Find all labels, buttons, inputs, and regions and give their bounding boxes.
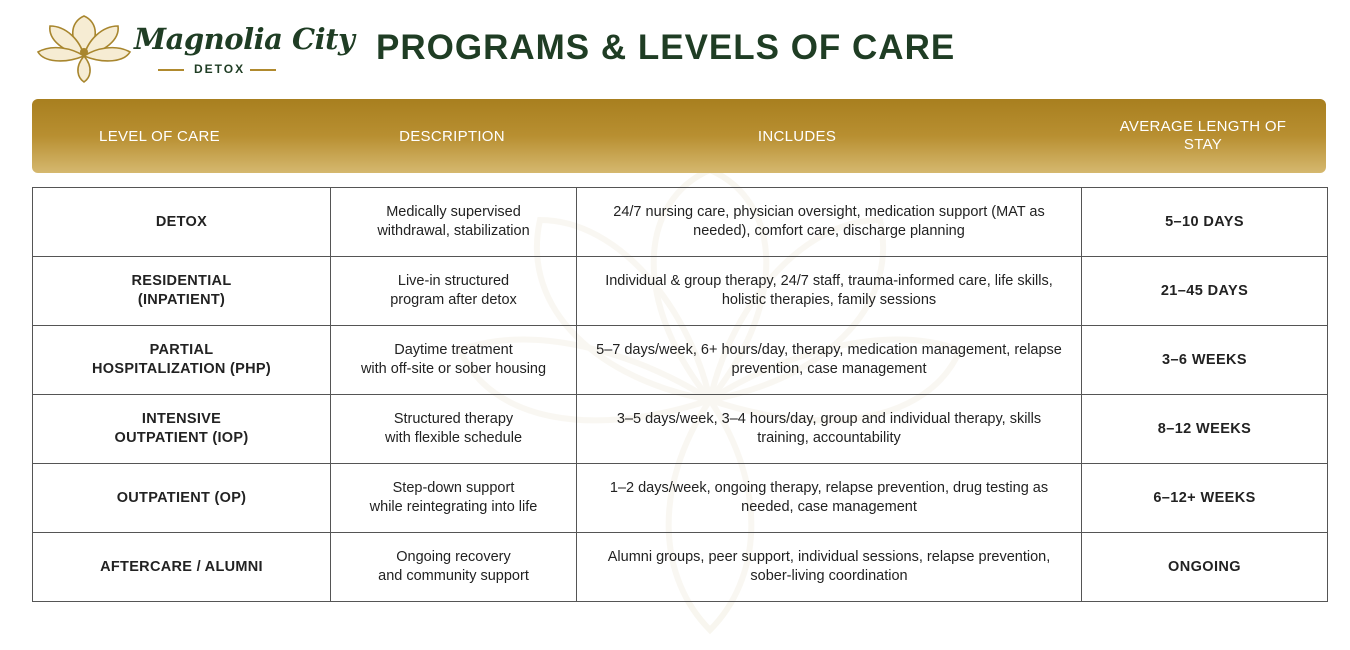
logo-divider (158, 69, 184, 71)
stay-cell: 6–12+ WEEKS (1082, 464, 1328, 533)
includes-cell: 3–5 days/week, 3–4 hours/day, group and individual therapy, skills training, accountability (577, 395, 1082, 464)
includes-cell: Individual & group therapy, 24/7 staff, trauma-informed care, life skills, holistic therapies, family sessions (577, 257, 1082, 326)
brand-logo[interactable] (34, 12, 355, 84)
description-cell: Medically supervised withdrawal, stabilization (331, 188, 577, 257)
stay-cell: 8–12 WEEKS (1082, 395, 1328, 464)
page-title: PROGRAMS & LEVELS OF CARE (376, 28, 956, 67)
description-cell: Live-in structured program after detox (331, 257, 577, 326)
stay-cell: 5–10 DAYS (1082, 188, 1328, 257)
table-row (33, 257, 1328, 326)
level-cell: AFTERCARE / ALUMNI (33, 533, 331, 602)
level-cell: PARTIAL HOSPITALIZATION (PHP) (33, 326, 331, 395)
table-row (33, 464, 1328, 533)
column-header-description: DESCRIPTION (399, 127, 505, 145)
description-cell: Daytime treatment with off-site or sober housing (331, 326, 577, 395)
column-header-includes: INCLUDES (757, 127, 837, 145)
column-header-stay: AVERAGE LENGTH OF STAY (1119, 118, 1287, 153)
includes-cell: 5–7 days/week, 6+ hours/day, therapy, medication management, relapse prevention, case management (577, 326, 1082, 395)
brand-name: Magnolia City (134, 22, 355, 56)
level-cell: RESIDENTIAL (INPATIENT) (33, 257, 331, 326)
includes-cell: 24/7 nursing care, physician oversight, medication support (MAT as needed), comfort care, discharge planning (577, 188, 1082, 257)
stay-cell: 21–45 DAYS (1082, 257, 1328, 326)
description-cell: Step-down support while reintegrating into life (331, 464, 577, 533)
description-cell: Ongoing recovery and community support (331, 533, 577, 602)
table-row (33, 395, 1328, 464)
table-row (33, 188, 1328, 257)
stay-cell: 3–6 WEEKS (1082, 326, 1328, 395)
table-row (33, 533, 1328, 602)
table-header (32, 99, 1326, 173)
includes-cell: 1–2 days/week, ongoing therapy, relapse prevention, drug testing as needed, case management (577, 464, 1082, 533)
level-cell: OUTPATIENT (OP) (33, 464, 331, 533)
logo-divider (250, 69, 276, 71)
brand-subtitle: DETOX (194, 62, 246, 76)
level-cell: DETOX (33, 188, 331, 257)
stay-cell: ONGOING (1082, 533, 1328, 602)
level-cell: INTENSIVE OUTPATIENT (IOP) (33, 395, 331, 464)
table-row (33, 326, 1328, 395)
column-header-level: LEVEL OF CARE (99, 127, 220, 145)
includes-cell: Alumni groups, peer support, individual sessions, relapse prevention, sober-living coordination (577, 533, 1082, 602)
magnolia-flower-icon (34, 12, 134, 84)
description-cell: Structured therapy with flexible schedule (331, 395, 577, 464)
levels-of-care-table (32, 187, 1328, 602)
